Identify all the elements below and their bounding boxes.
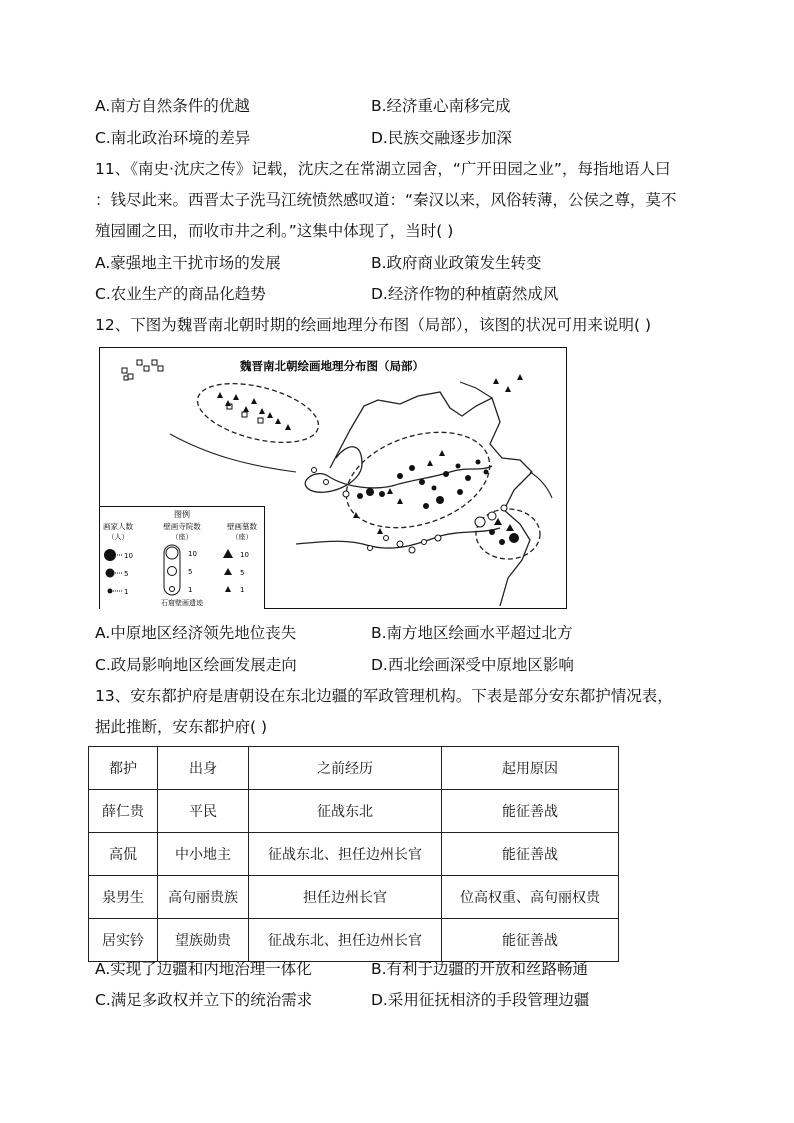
table-header-cell: 都护 (89, 747, 158, 790)
q11-stem-line2: ：钱尽此来。西晋太子洗马江统愤然感叹道：“秦汉以来，风俗转薄，公侯之尊，莫不 (95, 191, 677, 209)
q11-option-b: B.政府商业政策发生转变 (371, 254, 542, 272)
legend-temple-value-10: 10 (188, 550, 197, 558)
q12-option-a: A.中原地区经济领先地位丧失 (95, 624, 297, 642)
q13-stem-line2: 据此推断，安东都护府( ) (95, 718, 268, 736)
q10-option-a: A.南方自然条件的优越 (95, 97, 250, 115)
legend-painter-value-10: 10 (124, 552, 133, 560)
q13-option-d: D.采用征抚相济的手段管理边疆 (371, 991, 590, 1009)
legend-painter-value-5: 5 (124, 570, 129, 578)
q12-option-c: C.政局影响地区绘画发展走向 (95, 656, 297, 674)
table-row (89, 876, 619, 919)
legend-tomb-value-1: 1 (240, 586, 245, 594)
q10-option-d: D.民族交融逐步加深 (371, 129, 512, 147)
legend-temple-value-5: 5 (188, 568, 193, 576)
table-cell: 望族勋贵 (158, 919, 249, 962)
table-cell: 征战东北、担任边州长官 (249, 919, 442, 962)
q10-option-c: C.南北政治环境的差异 (95, 129, 251, 147)
legend-painter-dot-1 (108, 589, 113, 594)
legend-temple-value-1: 1 (188, 586, 193, 594)
q12-option-d: D.西北绘画深受中原地区影响 (371, 656, 574, 674)
table-row (89, 919, 619, 962)
q13-option-a: A.实现了边疆和内地治理一体化 (95, 960, 312, 978)
legend-painters-unit: （人） (107, 533, 129, 541)
map-title: 魏晋南北朝绘画地理分布图（局部） (240, 359, 424, 373)
q12-stem: 12、下图为魏晋南北朝时期的绘画地理分布图（局部），该图的状况可用来说明( ) (95, 316, 651, 334)
legend-painter-dot-10 (104, 549, 116, 561)
legend-temple-circle-10 (166, 547, 178, 559)
legend-title: 图例 (174, 510, 190, 519)
table-cell: 征战东北 (249, 790, 442, 833)
q11-option-d: D.经济作物的种植蔚然成风 (371, 285, 559, 303)
legend-painters-label: 画家人数 (103, 522, 133, 531)
legend-cave-label: 石窟壁画遗迹 (161, 599, 203, 607)
table-cell: 薛仁贵 (89, 790, 158, 833)
table-header-cell: 出身 (158, 747, 249, 790)
table-cell: 居实钤 (89, 919, 158, 962)
table-cell: 征战东北、担任边州长官 (249, 833, 442, 876)
legend-drawing (100, 507, 264, 609)
table-cell: 能征善战 (442, 790, 619, 833)
table-cell: 能征善战 (442, 833, 619, 876)
table-cell: 高句丽贵族 (158, 876, 249, 919)
legend-tomb-triangle-1 (225, 586, 231, 592)
table-header-row (89, 747, 619, 790)
legend-temple-circle-1 (170, 587, 175, 592)
table-cell: 担任边州长官 (249, 876, 442, 919)
table-cell: 位高权重、高句丽权贵 (442, 876, 619, 919)
table-cell: 平民 (158, 790, 249, 833)
legend-tomb-value-10: 10 (240, 551, 249, 559)
legend-tomb-value-5: 5 (240, 569, 245, 577)
map-yellow-river (305, 447, 492, 493)
q13-option-b: B.有利于边疆的开放和丝路畅通 (371, 960, 589, 978)
table-row (89, 833, 619, 876)
legend-tombs-label: 壁画墓数 (227, 522, 257, 531)
q11-option-a: A.豪强地主干扰市场的发展 (95, 254, 281, 272)
region-northwest (192, 373, 325, 453)
table-cell: 能征善战 (442, 919, 619, 962)
map-west-boundary (170, 434, 296, 472)
map-legend (100, 506, 265, 609)
map-coastline (330, 392, 532, 606)
legend-tomb-triangle-10 (223, 549, 233, 558)
table-cell: 高侃 (89, 833, 158, 876)
table-header-cell: 之前经历 (249, 747, 442, 790)
q10-option-b: B.经济重心南移完成 (371, 97, 511, 115)
q12-option-b: B.南方地区绘画水平超过北方 (371, 624, 573, 642)
table-header-cell: 起用原因 (442, 747, 619, 790)
legend-painter-dot-5 (106, 569, 115, 578)
legend-temple-circle-5 (168, 567, 177, 576)
anton-protectors-table (88, 746, 619, 962)
painting-distribution-map (99, 347, 567, 609)
q11-stem-line1: 11、《南史·沈庆之传》记载，沈庆之在常湖立园舍，“广开田园之业”，每指地语人曰 (95, 160, 671, 178)
legend-temples-label: 壁画寺院数 (163, 522, 201, 531)
q11-option-c: C.农业生产的商品化趋势 (95, 285, 266, 303)
legend-temples-unit: （座） (171, 533, 193, 541)
legend-tombs-unit: （座） (231, 533, 253, 541)
legend-painter-value-1: 1 (124, 588, 129, 596)
legend-tomb-triangle-5 (224, 568, 232, 575)
table-row (89, 790, 619, 833)
table-cell: 中小地主 (158, 833, 249, 876)
q13-stem-line1: 13、安东都护府是唐朝设在东北边疆的军政管理机构。下表是部分安东都护情况表， (95, 687, 673, 705)
q11-stem-line3: 殖园圃之田，而收市井之利。”这集中体现了，当时( ) (95, 222, 454, 240)
region-jiangnan (476, 509, 540, 559)
q13-option-c: C.满足多政权并立下的统治需求 (95, 991, 313, 1009)
table-cell: 泉男生 (89, 876, 158, 919)
